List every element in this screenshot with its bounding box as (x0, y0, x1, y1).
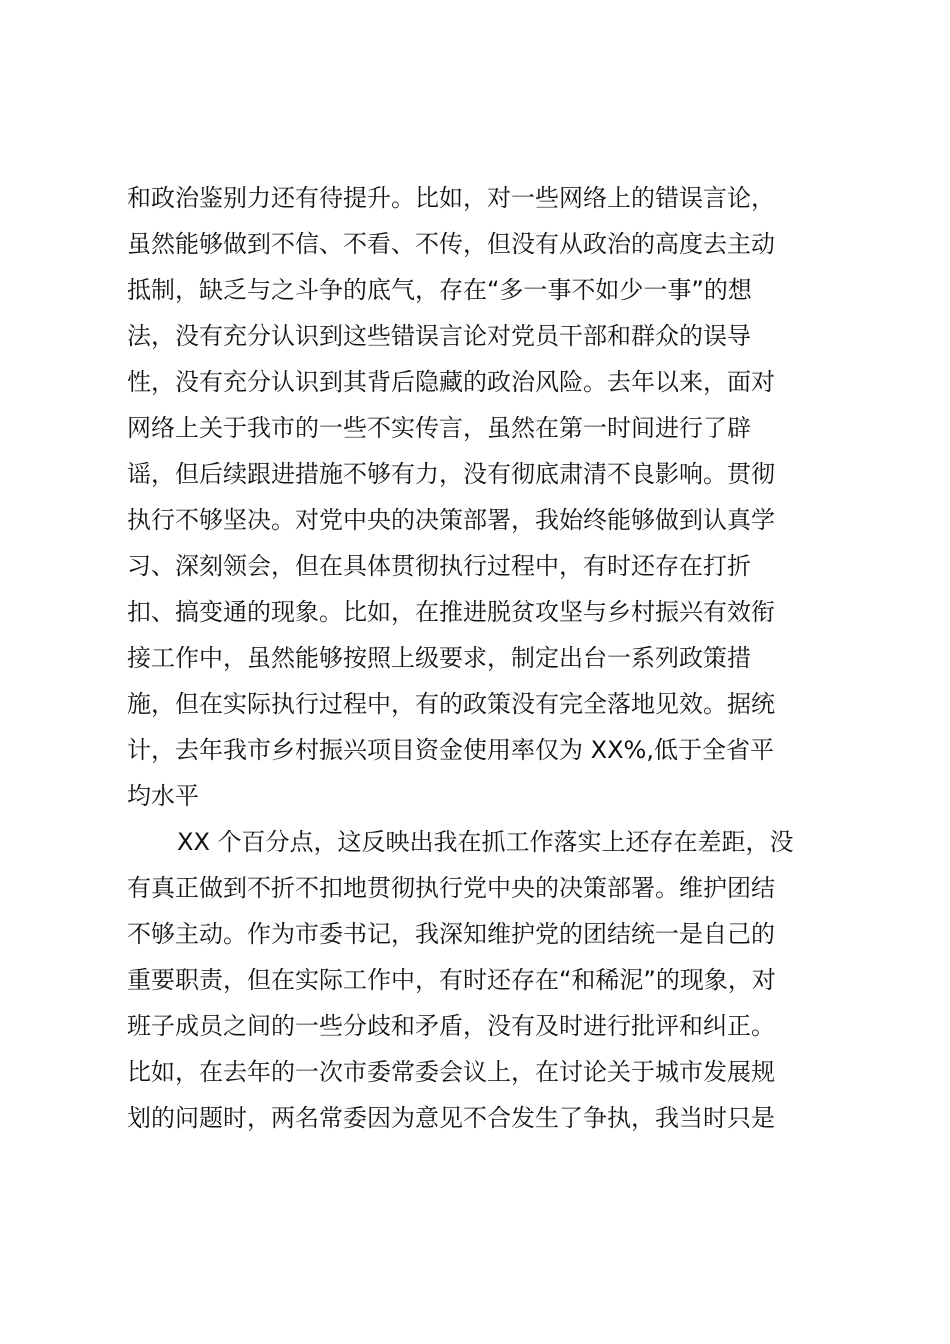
text-line: 扣、搞变通的现象。比如，在推进脱贫攻坚与乡村振兴有效衔 (127, 598, 775, 626)
text-line: 接工作中，虽然能够按照上级要求，制定出台一系列政策措 (127, 644, 751, 672)
text-line: 执行不够坚决。对党中央的决策部署，我始终能够做到认真学 (127, 506, 775, 534)
text-line: 网络上关于我市的一些不实传言，虽然在第一时间进行了辟 (127, 414, 751, 442)
text-line: 比如，在去年的一次市委常委会议上，在讨论关于城市发展规 (127, 1058, 775, 1086)
text-line: 法，没有充分认识到这些错误言论对党员干部和群众的误导 (127, 322, 751, 350)
text-line: 均水平 (127, 782, 199, 810)
text-line: 有真正做到不折不扣地贯彻执行党中央的决策部署。维护团结 (127, 874, 775, 902)
body-text (127, 175, 827, 1141)
text-line: 和政治鉴别力还有待提升。比如，对一些网络上的错误言论， (127, 184, 775, 212)
text-line-indented: XX 个百分点，这反映出我在抓工作落实上还存在差距，没 (177, 828, 794, 856)
text-line: 施，但在实际执行过程中，有的政策没有完全落地见效。据统 (127, 690, 775, 718)
text-line: 不够主动。作为市委书记，我深知维护党的团结统一是自己的 (127, 920, 775, 948)
text-line: 计，去年我市乡村振兴项目资金使用率仅为 XX%,低于全省平 (127, 736, 774, 764)
text-line: 划的问题时，两名常委因为意见不合发生了争执，我当时只是 (127, 1104, 775, 1132)
text-line: 习、深刻领会，但在具体贯彻执行过程中，有时还存在打折 (127, 552, 751, 580)
text-line: 性，没有充分认识到其背后隐藏的政治风险。去年以来，面对 (127, 368, 775, 396)
text-line: 虽然能够做到不信、不看、不传，但没有从政治的高度去主动 (127, 230, 775, 258)
text-line: 重要职责，但在实际工作中，有时还存在“和稀泥”的现象，对 (127, 966, 776, 994)
text-line: 班子成员之间的一些分歧和矛盾，没有及时进行批评和纠正。 (127, 1012, 775, 1040)
text-line: 谣，但后续跟进措施不够有力，没有彻底肃清不良影响。贯彻 (127, 460, 775, 488)
text-line: 抵制，缺乏与之斗争的底气，存在“多一事不如少一事”的想 (127, 276, 752, 304)
